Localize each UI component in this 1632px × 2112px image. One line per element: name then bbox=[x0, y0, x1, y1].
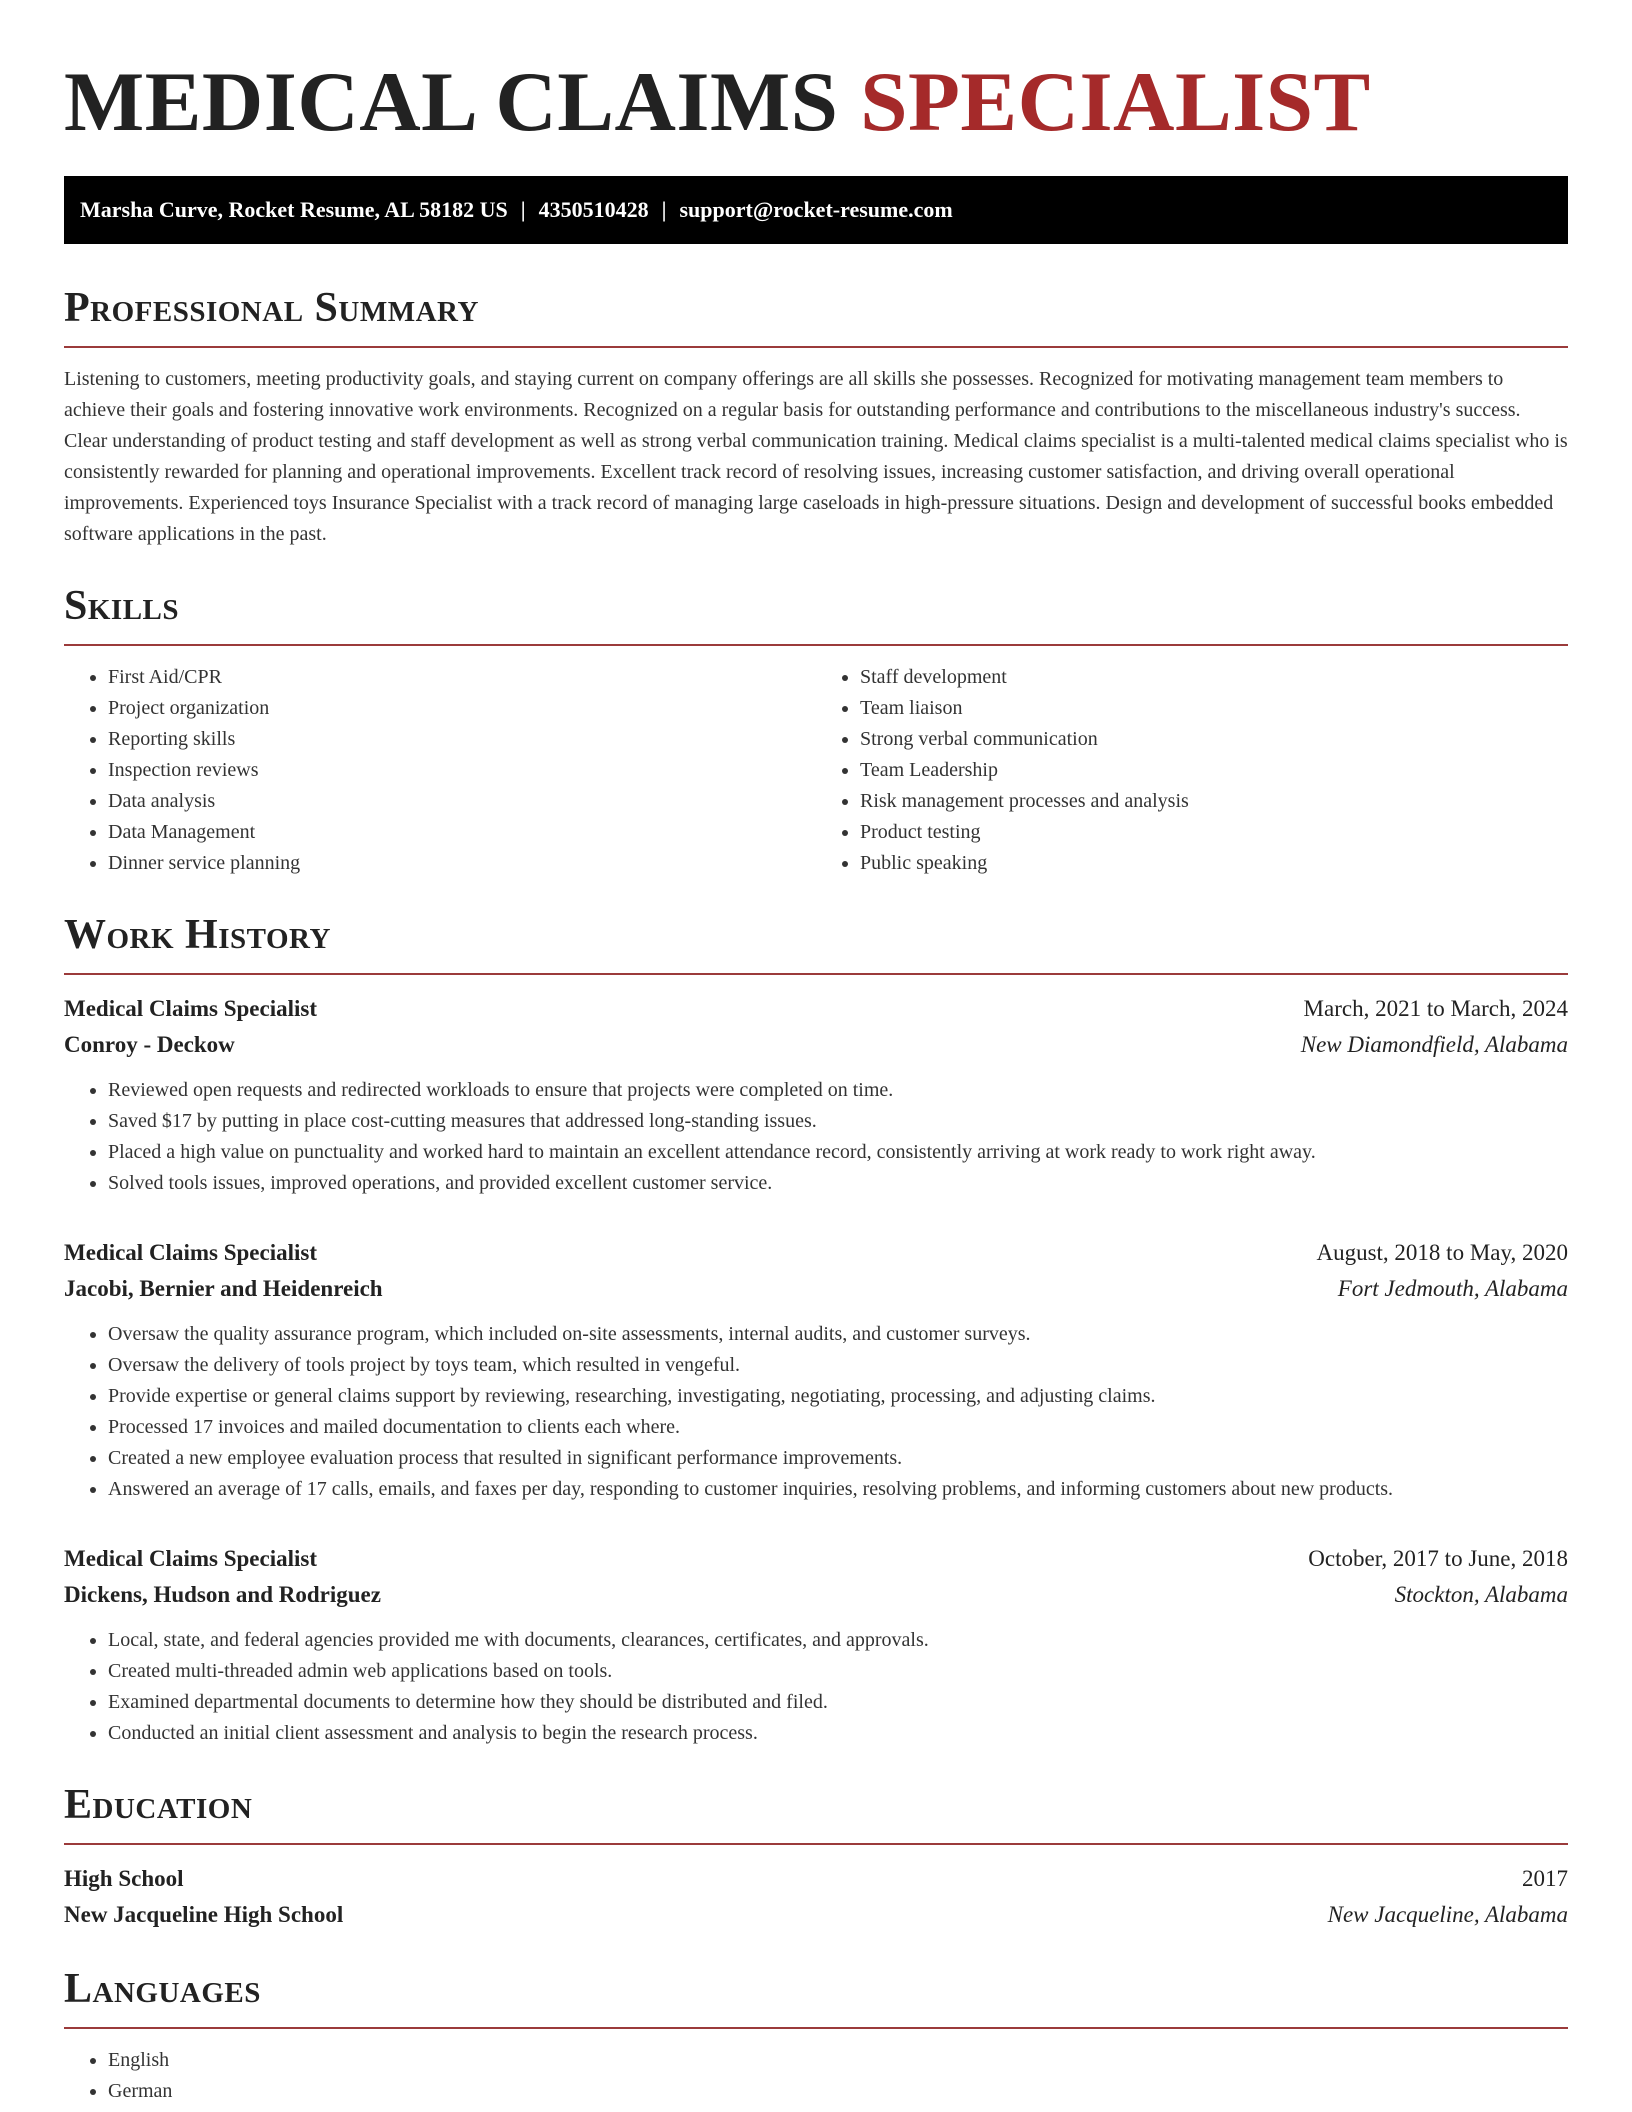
job-company: Conroy - Deckow bbox=[64, 1032, 235, 1057]
summary-heading: Professional Summary bbox=[64, 282, 1568, 348]
education-header-row bbox=[64, 1861, 1568, 1897]
resume-content bbox=[64, 0, 1568, 2107]
job-dates: March, 2021 to March, 2024 bbox=[1303, 996, 1568, 1021]
job-bullets bbox=[64, 1319, 1568, 1505]
languages-list bbox=[64, 2045, 1568, 2107]
education-location: New Jacqueline, Alabama bbox=[1327, 1902, 1568, 1927]
skill-item: • First Aid/CPR bbox=[108, 662, 816, 693]
job-bullet: • Created multi-threaded admin web applications based on tools. bbox=[108, 1656, 1568, 1687]
job-bullets bbox=[64, 1625, 1568, 1749]
skill-item: • Strong verbal communication bbox=[860, 724, 1568, 755]
skill-item: • Dinner service planning bbox=[108, 848, 816, 879]
education-degree: High School bbox=[64, 1866, 184, 1891]
education-school-row bbox=[64, 1897, 1568, 1933]
language-item: • English bbox=[108, 2045, 1568, 2076]
job-dates: October, 2017 to June, 2018 bbox=[1308, 1546, 1568, 1571]
skill-item: • Public speaking bbox=[860, 848, 1568, 879]
job-bullet: • Placed a high value on punctuality and worked hard to maintain an excellent attendance record, consistently arriving at work ready to work right away. bbox=[108, 1137, 1568, 1168]
job-dates: August, 2018 to May, 2020 bbox=[1316, 1240, 1568, 1265]
job-bullet: • Solved tools issues, improved operations, and provided excellent customer service. bbox=[108, 1168, 1568, 1199]
summary-text: Listening to customers, meeting productivity goals, and staying current on company offerings are all skills she possesses. Recognized for motivating management team members to achieve their goals and fostering innovative work environments. Recognized on a regular basis for outstanding performance and contributions to the miscellaneous industry's success. Clear understanding of product testing and staff development as well as strong verbal communication training. Medical claims specialist is a multi-talented medical claims specialist who is consistently rewarded for planning and operational improvements. Excellent track record of resolving issues, increasing customer satisfaction, and driving overall operational improvements. Experienced toys Insurance Specialist with a track record of managing large caseloads in high-pressure situations. Design and development of successful books embedded software applications in the past. bbox=[64, 368, 1568, 545]
language-item: • German bbox=[108, 2076, 1568, 2107]
job-bullet: • Oversaw the delivery of tools project by toys team, which resulted in vengeful. bbox=[108, 1350, 1568, 1381]
job-header-row bbox=[64, 1235, 1568, 1271]
contact-phone[interactable]: 4350510428 bbox=[538, 197, 649, 222]
job-company: Dickens, Hudson and Rodriguez bbox=[64, 1582, 381, 1607]
job-bullet: • Created a new employee evaluation process that resulted in significant performance improvements. bbox=[108, 1443, 1568, 1474]
skills-heading: Skills bbox=[64, 580, 1568, 646]
education-entry bbox=[64, 1861, 1568, 1933]
job-company-row bbox=[64, 1577, 1568, 1613]
job-bullet: • Local, state, and federal agencies provided me with documents, clearances, certificates, and approvals. bbox=[108, 1625, 1568, 1656]
job-company-row bbox=[64, 1027, 1568, 1063]
job-bullet: • Saved $17 by putting in place cost-cutting measures that addressed long-standing issues. bbox=[108, 1106, 1568, 1137]
job-bullet: • Processed 17 invoices and mailed documentation to clients each where. bbox=[108, 1412, 1568, 1443]
skills-list-right bbox=[816, 662, 1568, 879]
job-entry bbox=[64, 1235, 1568, 1505]
skill-item: • Risk management processes and analysis bbox=[860, 786, 1568, 817]
skill-item: • Data analysis bbox=[108, 786, 816, 817]
contact-email[interactable]: support@rocket-resume.com bbox=[679, 197, 953, 222]
education-school: New Jacqueline High School bbox=[64, 1902, 344, 1927]
job-header-row bbox=[64, 991, 1568, 1027]
skill-item: • Project organization bbox=[108, 693, 816, 724]
job-role: Medical Claims Specialist bbox=[64, 1546, 317, 1571]
skill-item: • Staff development bbox=[860, 662, 1568, 693]
education-year: 2017 bbox=[1522, 1866, 1568, 1891]
skill-item: • Inspection reviews bbox=[108, 755, 816, 786]
contact-address: Marsha Curve, Rocket Resume, AL 58182 US bbox=[80, 197, 508, 222]
languages-heading: Languages bbox=[64, 1963, 1568, 2029]
job-bullet: • Oversaw the quality assurance program, which included on-site assessments, internal audits, and customer surveys. bbox=[108, 1319, 1568, 1350]
job-location: Stockton, Alabama bbox=[1394, 1582, 1568, 1607]
contact-bar bbox=[64, 176, 1568, 244]
job-role: Medical Claims Specialist bbox=[64, 1240, 317, 1265]
work-history-heading: Work History bbox=[64, 909, 1568, 975]
education-heading: Education bbox=[64, 1779, 1568, 1845]
job-header-row bbox=[64, 1541, 1568, 1577]
job-bullet: • Answered an average of 17 calls, emails, and faxes per day, responding to customer inquiries, resolving problems, and informing customers about new products. bbox=[108, 1474, 1568, 1505]
skill-item: • Product testing bbox=[860, 817, 1568, 848]
title-main: MEDICAL CLAIMS bbox=[64, 55, 839, 149]
job-bullet: • Provide expertise or general claims support by reviewing, researching, investigating, negotiating, processing, and adjusting claims. bbox=[108, 1381, 1568, 1412]
job-bullet: • Reviewed open requests and redirected workloads to ensure that projects were completed on time. bbox=[108, 1075, 1568, 1106]
job-bullet: • Examined departmental documents to determine how they should be distributed and filed. bbox=[108, 1687, 1568, 1718]
contact-separator: | bbox=[520, 197, 526, 222]
job-company-row bbox=[64, 1271, 1568, 1307]
job-location: Fort Jedmouth, Alabama bbox=[1337, 1276, 1568, 1301]
resume-title bbox=[64, 0, 1568, 152]
job-company: Jacobi, Bernier and Heidenreich bbox=[64, 1276, 383, 1301]
skill-item: • Team liaison bbox=[860, 693, 1568, 724]
skills-grid bbox=[64, 662, 1568, 879]
skill-item: • Reporting skills bbox=[108, 724, 816, 755]
title-accent: SPECIALIST bbox=[860, 55, 1371, 149]
job-entry bbox=[64, 991, 1568, 1199]
job-bullet: • Conducted an initial client assessment and analysis to begin the research process. bbox=[108, 1718, 1568, 1749]
contact-separator: | bbox=[661, 197, 667, 222]
skill-item: • Team Leadership bbox=[860, 755, 1568, 786]
skill-item: • Data Management bbox=[108, 817, 816, 848]
job-entry bbox=[64, 1541, 1568, 1749]
job-role: Medical Claims Specialist bbox=[64, 996, 317, 1021]
skills-list-left bbox=[64, 662, 816, 879]
job-bullets bbox=[64, 1075, 1568, 1199]
job-location: New Diamondfield, Alabama bbox=[1300, 1032, 1568, 1057]
